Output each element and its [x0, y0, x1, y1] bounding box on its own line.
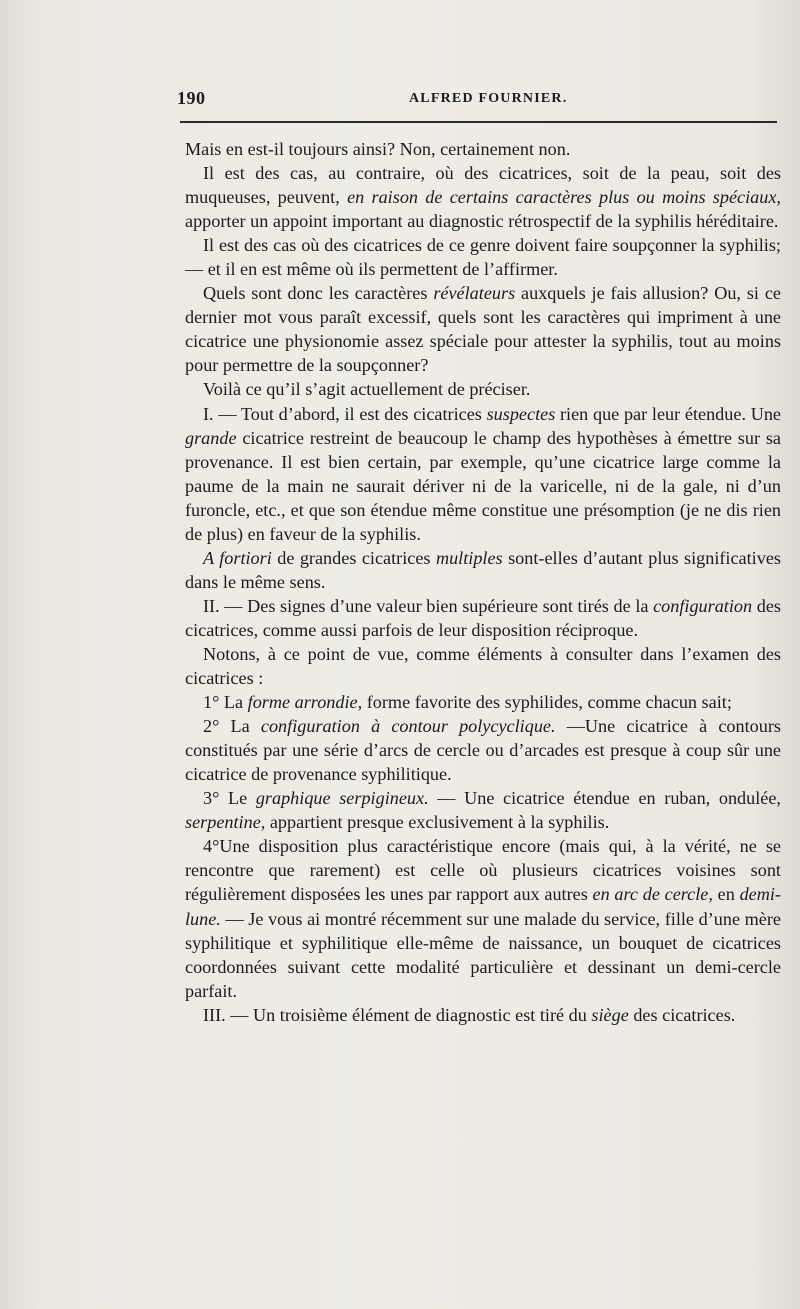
page-number: 190 [177, 88, 206, 108]
text-run: en [712, 884, 740, 905]
paragraph [185, 642, 781, 690]
paragraph [185, 714, 781, 786]
text-run: rien que par leur étendue. Une [555, 403, 782, 424]
italic-run: serpentine, [185, 812, 266, 833]
paragraph [185, 233, 781, 281]
text-run: — Une cicatrice étendue en ruban, ondulée, [428, 788, 781, 809]
text-run: 4°Une disposition plus caractéristique encore (mais qui, à la vérité, ne se rencontre que rarement) est celle où plusieurs cicatrices voisines sont régulièrement disposées les unes par rapport aux autres [185, 836, 781, 905]
italic-run: siège [591, 1004, 629, 1025]
paragraph [185, 161, 781, 233]
paragraph [185, 594, 781, 642]
text-run: III. — Un troisième élément de diagnostic est tiré du [203, 1004, 592, 1025]
paragraph [185, 377, 781, 401]
text-run: Il est des cas, au contraire, où des cicatrices, soit de la peau, soit des muqueuses, peuvent, [185, 163, 781, 208]
italic-run: multiples [435, 547, 503, 568]
italic-run: configuration à contour polycyclique. [260, 716, 556, 737]
italic-run: demi-lune. [185, 884, 781, 929]
text-run: apporter un appoint important au diagnostic rétrospectif de la syphilis héréditaire. [185, 211, 779, 232]
text-run: appartient presque exclusivement à la syphilis. [265, 812, 610, 833]
text-run: Quels sont donc les caractères [203, 283, 434, 304]
italic-run: graphique serpigineux. [255, 788, 429, 809]
text-run: Notons, à ce point de vue, comme éléments à consulter dans l’examen des cicatrices : [185, 643, 781, 689]
header-rule [180, 121, 777, 123]
text-run: forme favorite des syphilides, comme chacun sait; [362, 692, 732, 713]
text-run: —Une cicatrice à contours constitués par une série d’arcs de cercle ou d’arcades est presque à coup sûr une cicatrice de provenance syphilitique. [185, 716, 781, 785]
text-run: Voilà ce qu’il s’agit actuellement de préciser. [203, 379, 531, 400]
italic-run: forme arrondie, [247, 692, 363, 713]
paragraph [185, 137, 781, 161]
body-text [185, 137, 781, 1027]
italic-run: grande [185, 427, 237, 448]
italic-run: suspectes [486, 403, 556, 424]
text-run: 2° La [203, 716, 261, 737]
text-run: auxquels je fais allusion? Ou, si ce dernier mot vous paraît excessif, quels sont les caractères qui impriment à une cicatrice une physionomie assez spéciale pour attester la syphilis, tout au moins pour permettre de la soupçonner? [185, 283, 781, 376]
text-run: sont-elles d’autant plus significatives dans le même sens. [185, 547, 781, 592]
paragraph [185, 690, 781, 714]
text-run: Mais en est-il toujours ainsi? Non, certainement non. [185, 139, 571, 159]
text-run: I. — Tout d’abord, il est des cicatrices [203, 403, 487, 424]
italic-run: en raison de certains caractères plus ou moins spéciaux, [347, 187, 781, 208]
text-run: de grandes cicatrices [271, 547, 436, 568]
text-run: — Je vous ai montré récemment sur une malade du service, fille d’une mère syphilitique et syphilitique elle-même de naissance, un bouquet de cicatrices coordonnées suivant cette modalité particulière et dessinant un demi-cercle parfait. [185, 908, 781, 1001]
paragraph [185, 402, 781, 546]
italic-run: révélateurs [433, 283, 516, 304]
text-run: cicatrice restreint de beaucoup le champ des hypothèses à émettre sur sa provenance. Il est bien certain, par exemple, qu’une cicatrice large comme la paume de la main ne saurait dériver ni de la varicelle, ni de la gale, ni d’un furoncle, etc., et que son étendue même constitue une présomption (je ne dis rien de plus) en faveur de la syphilis. [185, 427, 781, 544]
text-run: 1° La [203, 692, 248, 713]
italic-run: A fortiori [203, 547, 272, 568]
text-run: 3° Le [203, 788, 256, 809]
paragraph [185, 834, 781, 1002]
text-run: des cicatrices. [628, 1004, 736, 1025]
paragraph [185, 281, 781, 377]
page-header [177, 88, 777, 114]
paragraph [185, 786, 781, 834]
text-run: des cicatrices, comme aussi parfois de leur disposition réciproque. [185, 595, 781, 640]
text-run: Il est des cas où des cicatrices de ce genre doivent faire soupçonner la syphilis; — et il en est même où ils permettent de l’affirmer. [185, 235, 781, 280]
italic-run: configuration [653, 595, 753, 616]
running-head: ALFRED FOURNIER. [409, 91, 568, 106]
italic-run: en arc de cercle, [592, 884, 713, 905]
paragraph [185, 546, 781, 594]
paragraph [185, 1003, 781, 1027]
text-run: II. — Des signes d’une valeur bien supérieure sont tirés de la [203, 595, 654, 616]
